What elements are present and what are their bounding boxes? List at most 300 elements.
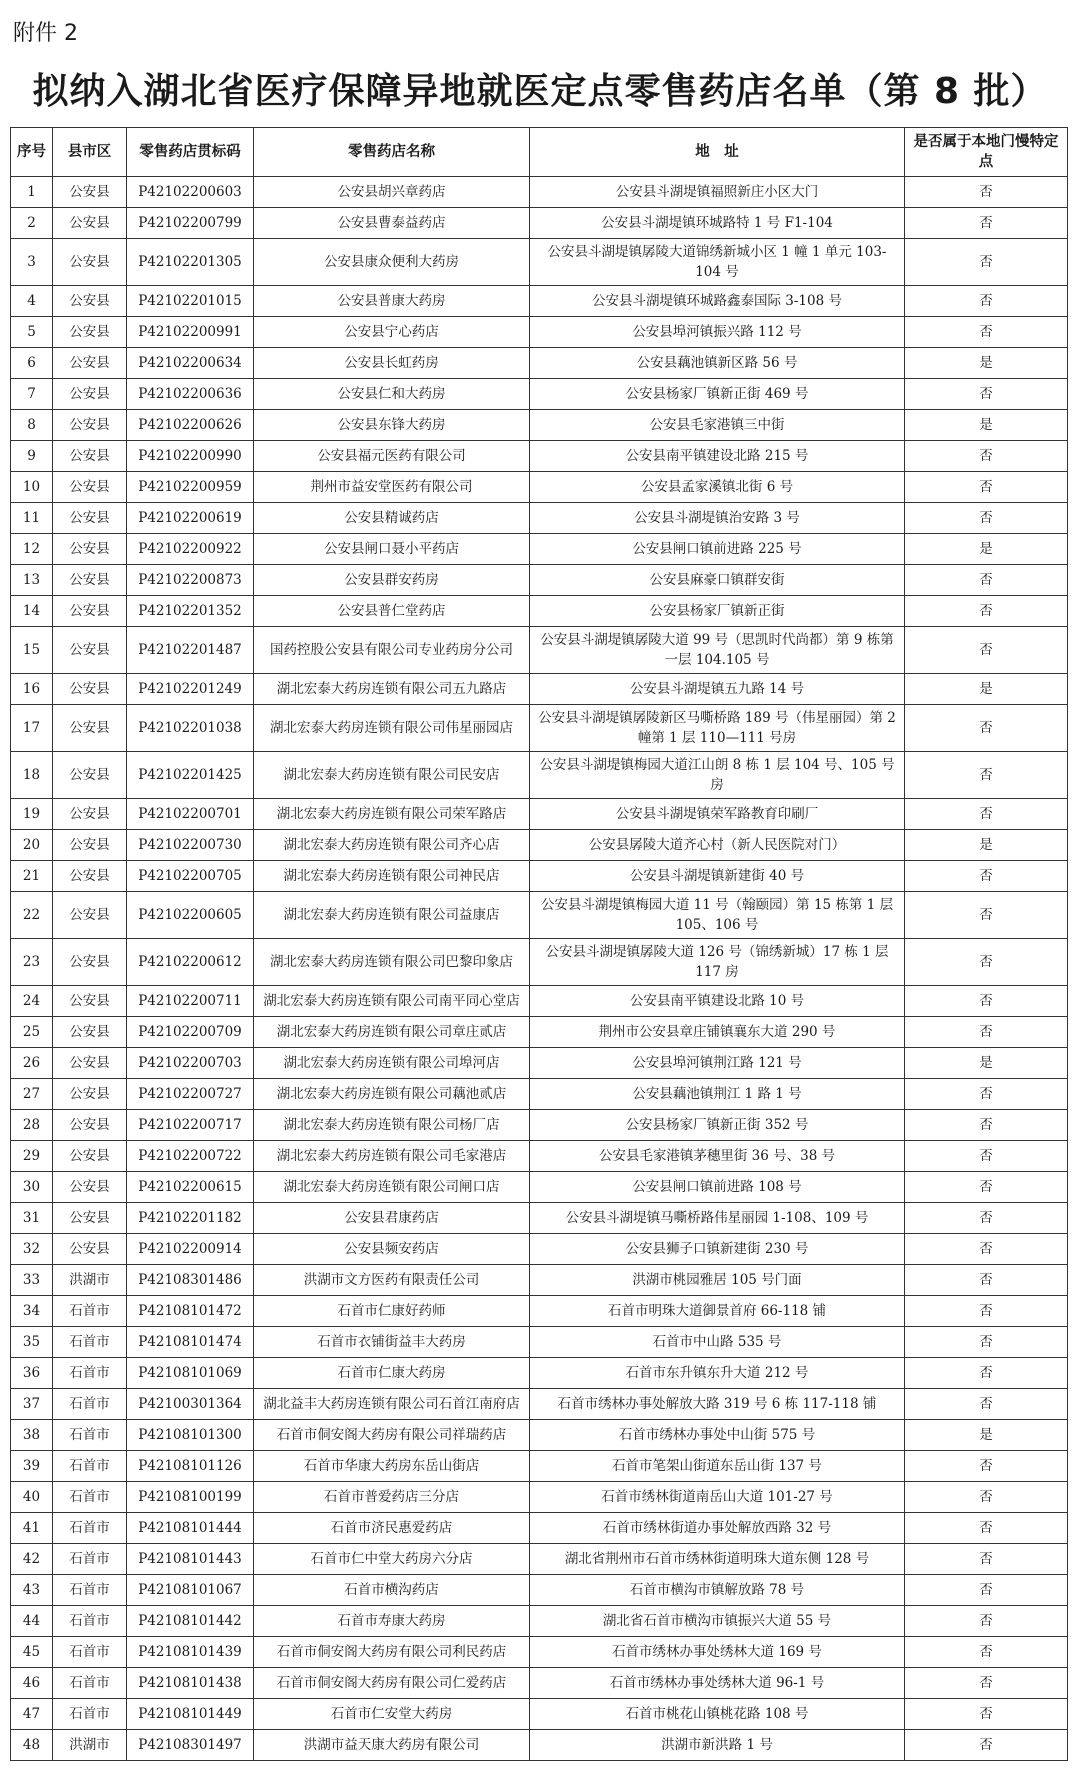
cell-county: 公安县	[53, 1141, 127, 1172]
cell-chronic-point: 否	[905, 1358, 1068, 1389]
cell-index: 5	[11, 317, 53, 348]
table-row	[11, 1358, 1068, 1389]
table-row	[11, 1327, 1068, 1358]
cell-code: P42108101069	[127, 1358, 254, 1389]
table-row	[11, 674, 1068, 705]
cell-chronic-point: 否	[905, 799, 1068, 830]
table-row	[11, 208, 1068, 239]
cell-chronic-point: 是	[905, 410, 1068, 441]
cell-index: 46	[11, 1668, 53, 1699]
cell-index: 19	[11, 799, 53, 830]
cell-code: P42108101439	[127, 1637, 254, 1668]
table-row	[11, 286, 1068, 317]
cell-store-name: 石首市衣铺街益丰大药房	[254, 1327, 530, 1358]
cell-store-name: 公安县频安药店	[254, 1234, 530, 1265]
table-row	[11, 892, 1068, 939]
cell-index: 32	[11, 1234, 53, 1265]
cell-county: 石首市	[53, 1606, 127, 1637]
cell-county: 公安县	[53, 534, 127, 565]
cell-index: 12	[11, 534, 53, 565]
page-title: 拟纳入湖北省医疗保障异地就医定点零售药店名单（第 8 批）	[32, 71, 1048, 112]
cell-chronic-point: 否	[905, 1544, 1068, 1575]
cell-index: 1	[11, 177, 53, 208]
cell-chronic-point: 否	[905, 861, 1068, 892]
cell-county: 公安县	[53, 705, 127, 752]
cell-address: 石首市绣林办事处中山街 575 号	[530, 1420, 905, 1451]
header-index: 序号	[11, 128, 53, 177]
table-row	[11, 1048, 1068, 1079]
cell-store-name: 湖北宏泰大药房连锁有限公司益康店	[254, 892, 530, 939]
cell-address: 公安县斗湖堤镇孱陵大道 99 号（思凯时代尚都）第 9 栋第一层 104.105 号	[530, 627, 905, 674]
cell-address: 石首市中山路 535 号	[530, 1327, 905, 1358]
cell-chronic-point: 否	[905, 177, 1068, 208]
cell-address: 公安县藕池镇荆江 1 路 1 号	[530, 1079, 905, 1110]
cell-store-name: 公安县普仁堂药店	[254, 596, 530, 627]
cell-county: 洪湖市	[53, 1730, 127, 1761]
cell-county: 公安县	[53, 861, 127, 892]
table-row	[11, 1017, 1068, 1048]
cell-address: 公安县南平镇建设北路 10 号	[530, 986, 905, 1017]
cell-code: P42108101474	[127, 1327, 254, 1358]
cell-county: 公安县	[53, 1203, 127, 1234]
cell-address: 公安县埠河镇振兴路 112 号	[530, 317, 905, 348]
table-row	[11, 1451, 1068, 1482]
cell-code: P42102201038	[127, 705, 254, 752]
cell-code: P42102200615	[127, 1172, 254, 1203]
cell-index: 14	[11, 596, 53, 627]
cell-address: 石首市绣林办事处绣林大道 169 号	[530, 1637, 905, 1668]
table-row	[11, 1141, 1068, 1172]
cell-index: 38	[11, 1420, 53, 1451]
cell-store-name: 洪湖市文方医药有限责任公司	[254, 1265, 530, 1296]
cell-county: 公安县	[53, 317, 127, 348]
cell-address: 公安县斗湖堤镇五九路 14 号	[530, 674, 905, 705]
table-row	[11, 986, 1068, 1017]
cell-address: 公安县斗湖堤镇孱陵大道 126 号（锦绣新城）17 栋 1 层 117 房	[530, 939, 905, 986]
table-row	[11, 1668, 1068, 1699]
cell-index: 27	[11, 1079, 53, 1110]
cell-chronic-point: 否	[905, 1637, 1068, 1668]
cell-chronic-point: 否	[905, 1296, 1068, 1327]
cell-chronic-point: 否	[905, 939, 1068, 986]
cell-code: P42102200711	[127, 986, 254, 1017]
cell-code: P42102200991	[127, 317, 254, 348]
cell-store-name: 湖北益丰大药房连锁有限公司石首江南府店	[254, 1389, 530, 1420]
cell-store-name: 湖北宏泰大药房连锁有限公司藕池贰店	[254, 1079, 530, 1110]
cell-address: 公安县杨家厂镇新正街 352 号	[530, 1110, 905, 1141]
cell-chronic-point: 否	[905, 1234, 1068, 1265]
cell-county: 公安县	[53, 1234, 127, 1265]
cell-index: 42	[11, 1544, 53, 1575]
cell-address: 公安县埠河镇荆江路 121 号	[530, 1048, 905, 1079]
cell-store-name: 公安县普康大药房	[254, 286, 530, 317]
table-row	[11, 1110, 1068, 1141]
cell-county: 石首市	[53, 1544, 127, 1575]
cell-code: P42102200799	[127, 208, 254, 239]
cell-county: 石首市	[53, 1699, 127, 1730]
cell-chronic-point: 否	[905, 986, 1068, 1017]
cell-index: 11	[11, 503, 53, 534]
table-row	[11, 627, 1068, 674]
cell-code: P42108101438	[127, 1668, 254, 1699]
cell-chronic-point: 否	[905, 1110, 1068, 1141]
cell-county: 公安县	[53, 830, 127, 861]
cell-county: 石首市	[53, 1420, 127, 1451]
cell-address: 公安县毛家港镇茅穗里街 36 号、38 号	[530, 1141, 905, 1172]
cell-index: 37	[11, 1389, 53, 1420]
cell-index: 2	[11, 208, 53, 239]
cell-index: 36	[11, 1358, 53, 1389]
cell-code: P42108101443	[127, 1544, 254, 1575]
cell-county: 公安县	[53, 503, 127, 534]
table-row	[11, 596, 1068, 627]
cell-chronic-point: 否	[905, 1203, 1068, 1234]
cell-chronic-point: 否	[905, 1327, 1068, 1358]
cell-code: P42102200709	[127, 1017, 254, 1048]
cell-chronic-point: 否	[905, 1389, 1068, 1420]
table-row	[11, 1575, 1068, 1606]
cell-code: P42102200603	[127, 177, 254, 208]
cell-code: P42102200990	[127, 441, 254, 472]
cell-county: 公安县	[53, 674, 127, 705]
cell-chronic-point: 否	[905, 503, 1068, 534]
cell-address: 公安县闸口镇前进路 225 号	[530, 534, 905, 565]
cell-store-name: 公安县仁和大药房	[254, 379, 530, 410]
cell-index: 33	[11, 1265, 53, 1296]
cell-code: P42102200922	[127, 534, 254, 565]
cell-address: 公安县斗湖堤镇梅园大道江山朗 8 栋 1 层 104 号、105 号房	[530, 752, 905, 799]
cell-chronic-point: 否	[905, 441, 1068, 472]
cell-index: 24	[11, 986, 53, 1017]
cell-county: 石首市	[53, 1668, 127, 1699]
cell-store-name: 公安县长虹药房	[254, 348, 530, 379]
cell-code: P42108101126	[127, 1451, 254, 1482]
table-row	[11, 379, 1068, 410]
cell-index: 15	[11, 627, 53, 674]
cell-code: P42108301497	[127, 1730, 254, 1761]
cell-chronic-point: 否	[905, 1451, 1068, 1482]
cell-store-name: 湖北宏泰大药房连锁有限公司伟星丽园店	[254, 705, 530, 752]
cell-code: P42102201249	[127, 674, 254, 705]
cell-county: 石首市	[53, 1575, 127, 1606]
header-address: 地 址	[530, 128, 905, 177]
cell-index: 30	[11, 1172, 53, 1203]
cell-store-name: 石首市侗安阁大药房有限公司仁爱药店	[254, 1668, 530, 1699]
table-row	[11, 348, 1068, 379]
cell-chronic-point: 是	[905, 1048, 1068, 1079]
table-row	[11, 799, 1068, 830]
cell-chronic-point: 否	[905, 1606, 1068, 1637]
cell-county: 公安县	[53, 565, 127, 596]
cell-store-name: 公安县宁心药店	[254, 317, 530, 348]
cell-code: P42108101444	[127, 1513, 254, 1544]
cell-index: 45	[11, 1637, 53, 1668]
table-row	[11, 317, 1068, 348]
cell-code: P42102201487	[127, 627, 254, 674]
cell-address: 公安县斗湖堤镇孱陵新区马嘶桥路 189 号（伟星丽园）第 2 幢第 1 层 110—111 号房	[530, 705, 905, 752]
cell-index: 44	[11, 1606, 53, 1637]
cell-store-name: 湖北宏泰大药房连锁有限公司五九路店	[254, 674, 530, 705]
cell-index: 4	[11, 286, 53, 317]
cell-address: 石首市明珠大道御景首府 66-118 铺	[530, 1296, 905, 1327]
table-row	[11, 441, 1068, 472]
header-chronic-point: 是否属于本地门慢特定点	[905, 128, 1068, 177]
cell-code: P42102200730	[127, 830, 254, 861]
cell-code: P42102201352	[127, 596, 254, 627]
cell-chronic-point: 否	[905, 1265, 1068, 1296]
pharmacy-table	[10, 127, 1068, 1761]
cell-county: 石首市	[53, 1358, 127, 1389]
cell-address: 公安县藕池镇新区路 56 号	[530, 348, 905, 379]
cell-index: 28	[11, 1110, 53, 1141]
cell-index: 26	[11, 1048, 53, 1079]
cell-county: 公安县	[53, 208, 127, 239]
cell-county: 洪湖市	[53, 1265, 127, 1296]
cell-code: P42102200701	[127, 799, 254, 830]
table-row	[11, 534, 1068, 565]
cell-chronic-point: 是	[905, 348, 1068, 379]
cell-store-name: 湖北宏泰大药房连锁有限公司埠河店	[254, 1048, 530, 1079]
cell-index: 41	[11, 1513, 53, 1544]
cell-index: 23	[11, 939, 53, 986]
cell-store-name: 湖北宏泰大药房连锁有限公司荣军路店	[254, 799, 530, 830]
table-row	[11, 861, 1068, 892]
cell-code: P42102200626	[127, 410, 254, 441]
cell-store-name: 公安县康众便利大药房	[254, 239, 530, 286]
cell-index: 13	[11, 565, 53, 596]
cell-store-name: 公安县福元医药有限公司	[254, 441, 530, 472]
cell-county: 石首市	[53, 1389, 127, 1420]
cell-chronic-point: 是	[905, 1420, 1068, 1451]
cell-county: 公安县	[53, 379, 127, 410]
cell-index: 43	[11, 1575, 53, 1606]
table-row	[11, 177, 1068, 208]
cell-store-name: 国药控股公安县有限公司专业药房分公司	[254, 627, 530, 674]
table-row	[11, 1606, 1068, 1637]
cell-store-name: 湖北宏泰大药房连锁有限公司民安店	[254, 752, 530, 799]
cell-code: P42102200873	[127, 565, 254, 596]
cell-county: 公安县	[53, 799, 127, 830]
cell-address: 公安县狮子口镇新建街 230 号	[530, 1234, 905, 1265]
cell-county: 公安县	[53, 939, 127, 986]
table-row	[11, 830, 1068, 861]
table-row	[11, 1234, 1068, 1265]
cell-county: 公安县	[53, 752, 127, 799]
cell-county: 公安县	[53, 986, 127, 1017]
cell-address: 洪湖市新洪路 1 号	[530, 1730, 905, 1761]
table-row	[11, 1389, 1068, 1420]
cell-chronic-point: 否	[905, 596, 1068, 627]
cell-code: P42102200612	[127, 939, 254, 986]
header-county: 县市区	[53, 128, 127, 177]
cell-chronic-point: 否	[905, 1079, 1068, 1110]
cell-county: 石首市	[53, 1637, 127, 1668]
cell-chronic-point: 否	[905, 379, 1068, 410]
cell-chronic-point: 否	[905, 1699, 1068, 1730]
cell-address: 公安县斗湖堤镇环城路鑫泰国际 3-108 号	[530, 286, 905, 317]
cell-county: 公安县	[53, 1110, 127, 1141]
cell-store-name: 公安县东锋大药房	[254, 410, 530, 441]
cell-store-name: 石首市普爱药店三分店	[254, 1482, 530, 1513]
cell-index: 31	[11, 1203, 53, 1234]
table-row	[11, 1730, 1068, 1761]
cell-code: P42102200722	[127, 1141, 254, 1172]
cell-county: 公安县	[53, 1017, 127, 1048]
cell-address: 公安县斗湖堤镇治安路 3 号	[530, 503, 905, 534]
cell-address: 石首市笔架山街道东岳山街 137 号	[530, 1451, 905, 1482]
cell-county: 公安县	[53, 286, 127, 317]
cell-county: 公安县	[53, 177, 127, 208]
header-store-name: 零售药店名称	[254, 128, 530, 177]
cell-code: P42102200636	[127, 379, 254, 410]
cell-index: 21	[11, 861, 53, 892]
table-row	[11, 565, 1068, 596]
cell-address: 公安县孱陵大道齐心村（新人民医院对门）	[530, 830, 905, 861]
cell-chronic-point: 是	[905, 830, 1068, 861]
cell-store-name: 石首市仁康好药师	[254, 1296, 530, 1327]
cell-chronic-point: 否	[905, 472, 1068, 503]
cell-address: 公安县孟家溪镇北街 6 号	[530, 472, 905, 503]
cell-chronic-point: 是	[905, 534, 1068, 565]
table-row	[11, 939, 1068, 986]
cell-county: 公安县	[53, 627, 127, 674]
table-row	[11, 472, 1068, 503]
cell-index: 35	[11, 1327, 53, 1358]
cell-chronic-point: 否	[905, 1668, 1068, 1699]
cell-code: P42102200705	[127, 861, 254, 892]
cell-index: 6	[11, 348, 53, 379]
cell-address: 公安县闸口镇前进路 108 号	[530, 1172, 905, 1203]
cell-code: P42108101300	[127, 1420, 254, 1451]
cell-index: 9	[11, 441, 53, 472]
cell-store-name: 湖北宏泰大药房连锁有限公司齐心店	[254, 830, 530, 861]
cell-county: 石首市	[53, 1482, 127, 1513]
cell-store-name: 湖北宏泰大药房连锁有限公司杨厂店	[254, 1110, 530, 1141]
cell-address: 石首市绣林街道办事处解放西路 32 号	[530, 1513, 905, 1544]
table-row	[11, 1544, 1068, 1575]
cell-chronic-point: 否	[905, 1141, 1068, 1172]
cell-index: 8	[11, 410, 53, 441]
table-row	[11, 1699, 1068, 1730]
cell-address: 湖北省石首市横沟市镇振兴大道 55 号	[530, 1606, 905, 1637]
cell-store-name: 石首市仁康大药房	[254, 1358, 530, 1389]
cell-chronic-point: 否	[905, 1482, 1068, 1513]
cell-chronic-point: 是	[905, 674, 1068, 705]
cell-code: P42102201305	[127, 239, 254, 286]
cell-store-name: 湖北宏泰大药房连锁有限公司章庄贰店	[254, 1017, 530, 1048]
cell-county: 公安县	[53, 1079, 127, 1110]
cell-store-name: 湖北宏泰大药房连锁有限公司闸口店	[254, 1172, 530, 1203]
cell-index: 22	[11, 892, 53, 939]
cell-index: 25	[11, 1017, 53, 1048]
table-row	[11, 1420, 1068, 1451]
table-row	[11, 1265, 1068, 1296]
cell-store-name: 湖北宏泰大药房连锁有限公司巴黎印象店	[254, 939, 530, 986]
cell-store-name: 石首市济民惠爱药店	[254, 1513, 530, 1544]
cell-address: 公安县毛家港镇三中街	[530, 410, 905, 441]
cell-county: 公安县	[53, 596, 127, 627]
cell-chronic-point: 否	[905, 239, 1068, 286]
cell-county: 公安县	[53, 441, 127, 472]
cell-county: 公安县	[53, 410, 127, 441]
cell-store-name: 石首市侗安阁大药房有限公司利民药店	[254, 1637, 530, 1668]
cell-index: 48	[11, 1730, 53, 1761]
cell-store-name: 石首市华康大药房东岳山街店	[254, 1451, 530, 1482]
cell-address: 公安县斗湖堤镇马嘶桥路伟星丽园 1-108、109 号	[530, 1203, 905, 1234]
cell-chronic-point: 否	[905, 1017, 1068, 1048]
cell-store-name: 湖北宏泰大药房连锁有限公司南平同心堂店	[254, 986, 530, 1017]
cell-code: P42102200703	[127, 1048, 254, 1079]
cell-county: 公安县	[53, 1048, 127, 1079]
cell-code: P42108101442	[127, 1606, 254, 1637]
cell-index: 47	[11, 1699, 53, 1730]
cell-index: 17	[11, 705, 53, 752]
cell-chronic-point: 否	[905, 1730, 1068, 1761]
cell-chronic-point: 否	[905, 1172, 1068, 1203]
cell-address: 石首市绣林办事处解放大路 319 号 6 栋 117-118 铺	[530, 1389, 905, 1420]
cell-store-name: 湖北宏泰大药房连锁有限公司神民店	[254, 861, 530, 892]
table-row	[11, 1172, 1068, 1203]
cell-code: P42108100199	[127, 1482, 254, 1513]
cell-index: 10	[11, 472, 53, 503]
cell-store-name: 公安县闸口聂小平药店	[254, 534, 530, 565]
cell-county: 公安县	[53, 239, 127, 286]
cell-store-name: 石首市寿康大药房	[254, 1606, 530, 1637]
cell-code: P42108101449	[127, 1699, 254, 1730]
table-row	[11, 239, 1068, 286]
cell-index: 16	[11, 674, 53, 705]
cell-address: 公安县斗湖堤镇环城路特 1 号 F1-104	[530, 208, 905, 239]
cell-code: P42102201182	[127, 1203, 254, 1234]
cell-address: 公安县斗湖堤镇梅园大道 11 号（翰颐园）第 15 栋第 1 层 105、106 号	[530, 892, 905, 939]
cell-store-name: 公安县群安药房	[254, 565, 530, 596]
cell-code: P42108301486	[127, 1265, 254, 1296]
cell-county: 石首市	[53, 1327, 127, 1358]
cell-address: 洪湖市桃园雅居 105 号门面	[530, 1265, 905, 1296]
cell-chronic-point: 否	[905, 317, 1068, 348]
cell-store-name: 公安县君康药店	[254, 1203, 530, 1234]
table-header-row	[11, 128, 1068, 177]
cell-code: P42102200727	[127, 1079, 254, 1110]
cell-store-name: 公安县胡兴章药店	[254, 177, 530, 208]
cell-code: P42100301364	[127, 1389, 254, 1420]
cell-store-name: 石首市横沟药店	[254, 1575, 530, 1606]
cell-code: P42102200717	[127, 1110, 254, 1141]
cell-county: 公安县	[53, 892, 127, 939]
cell-county: 石首市	[53, 1296, 127, 1327]
cell-store-name: 湖北宏泰大药房连锁有限公司毛家港店	[254, 1141, 530, 1172]
cell-chronic-point: 否	[905, 627, 1068, 674]
cell-county: 石首市	[53, 1451, 127, 1482]
cell-code: P42108101472	[127, 1296, 254, 1327]
cell-address: 公安县斗湖堤镇福照新庄小区大门	[530, 177, 905, 208]
cell-address: 公安县斗湖堤镇新建街 40 号	[530, 861, 905, 892]
cell-address: 公安县麻豪口镇群安街	[530, 565, 905, 596]
cell-index: 20	[11, 830, 53, 861]
cell-address: 公安县南平镇建设北路 215 号	[530, 441, 905, 472]
table-row	[11, 1079, 1068, 1110]
cell-index: 3	[11, 239, 53, 286]
cell-county: 石首市	[53, 1513, 127, 1544]
cell-chronic-point: 否	[905, 1575, 1068, 1606]
attachment-label: 附件 2	[13, 21, 78, 46]
cell-index: 40	[11, 1482, 53, 1513]
cell-address: 公安县斗湖堤镇荣军路教育印刷厂	[530, 799, 905, 830]
cell-index: 18	[11, 752, 53, 799]
cell-address: 石首市桃花山镇桃花路 108 号	[530, 1699, 905, 1730]
table-row	[11, 1296, 1068, 1327]
cell-store-name: 荆州市益安堂医药有限公司	[254, 472, 530, 503]
